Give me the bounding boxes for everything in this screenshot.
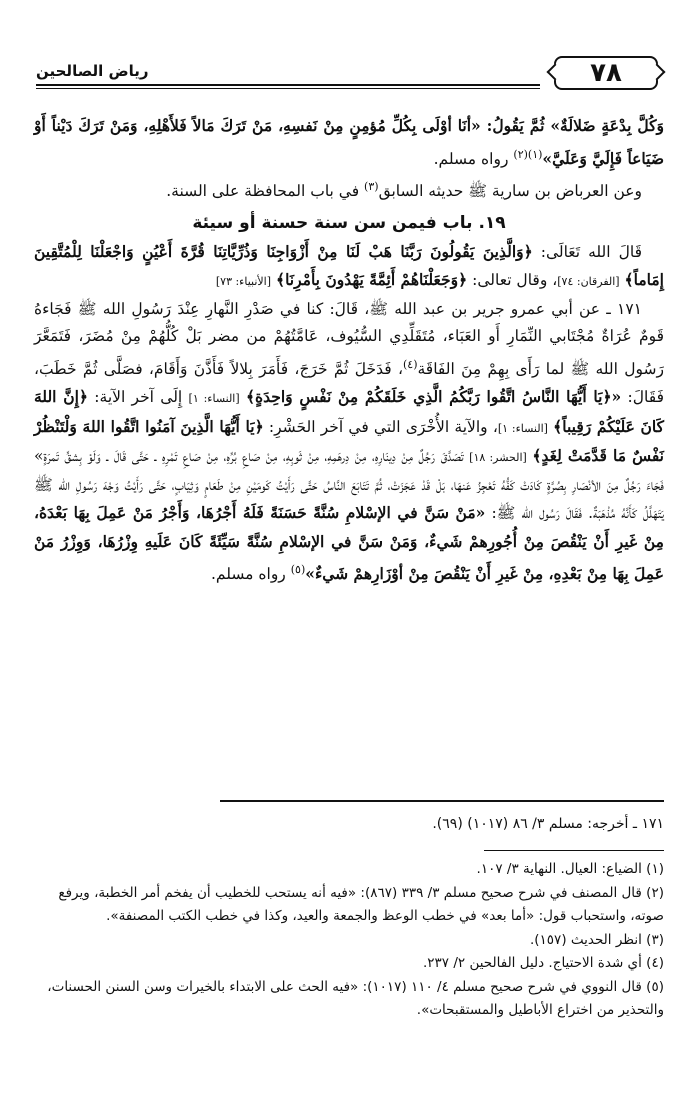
page-number-frame	[554, 56, 658, 90]
hadith-171-narrative: ، فَدَخَلَ ثُمَّ خَرَجَ، فَأَمَرَ بِلالاً فَأَذَّنَ وَأَقَامَ، فصَلَّى ثُمَّ خَطَبَ، فَقَالَ:	[34, 359, 664, 407]
footnote-4	[34, 952, 664, 976]
hadith-171-connector-2: ، والآية الأُخْرَى التي في آخر الحَشْرِ:	[268, 417, 498, 436]
paragraph-3	[34, 238, 664, 296]
verse-ref-2: [الأنبياء: ٧٣]	[215, 275, 272, 289]
main-text	[34, 112, 664, 589]
takhrij-note: ١٧١ ـ أخرجه: مسلم ٣/ ٨٦ (١٠١٧) (٦٩).	[432, 816, 664, 832]
quran-verse-2: ﴿وَجَعَلْنَاهُمْ أَئِمَّةً يَهْدُونَ بِأَمْرِنَا﴾	[275, 270, 468, 290]
narration-source-2: رواه مسلم.	[210, 565, 286, 584]
footnote-ref-2: (٢)	[513, 147, 528, 161]
header-rule	[36, 84, 540, 86]
footnote-ref-5: (٥)	[290, 563, 306, 577]
footnote-ref-3: (٣)	[364, 180, 379, 194]
footnote-text: انظر الحديث (١٥٧).	[529, 931, 642, 948]
hadith-171-opening: ١٧١ ـ عن أبي عمرو جرير بن عبد الله ﷺ، قَالَ: كنا في صَدْرِ النَّهارِ عِنْدَ رَسُولِ الله ﷺ فَجَاءهُ قَومٌ عُرَاةٌ مُجْتَابي النِّمَارِ أَو العَبَاء، مُتَقَلِّدِي السُّيُوف، عَامَّتُهُمْ من مضر بَلْ كُلُّهُمْ مِنْ مُضَرَ، فَتَمَعَّرَ رَسُول الله ﷺ لما رَأَى بِهِمْ مِنَ الفَاقَة	[34, 299, 664, 378]
footnote-number: (٤)	[646, 955, 664, 971]
hadith-text: وَكُلَّ بِدْعَةٍ ضَلالَةٌ» ثُمَّ يَقُولُ: «أنَا أوْلَى بِكُلِّ مُؤمِنٍ مِنْ نَفسِهِ، مَنْ تَرَكَ مَالاً فَلأَهْلِهِ، وَمَنْ تَرَكَ دَيْناً أَوْ ضَيَاعاً فَإِلَيَّ وَعَلَيَّ»	[34, 116, 664, 168]
paragraph-2-text: وعن العرباض بن سارية ﷺ حديثه السابق	[378, 182, 642, 201]
footnote-ref-4: (٤)	[402, 357, 418, 371]
paragraph-2-tail: في باب المحافظة على السنة.	[166, 182, 360, 201]
hadith-171-saying: «مَنْ سَنَّ في الإسْلامِ سُنَّةً حَسَنَةً فَلَهُ أَجْرُهَا، وَأَجْرُ مَنْ عَمِلَ بِهَا بَعْدَهُ، مِنْ غَيرِ أَنْ يَنْقُصَ مِنْ أُجُورِهمْ شَيءٌ، وَمَنْ سَنَّ في الإسْلامِ سُنَّةً سَيِّئَةً كَانَ عَلَيهِ وِزْرُهَا، وَوِزْرُ مَنْ عَمِلَ بِهَا مِنْ بَعْدِهِ، مِنْ غَيرِ أَنْ يَنْقُصَ مِنْ أوْزَارِهمْ شَيءٌ»	[34, 503, 664, 584]
footnote-5	[34, 976, 664, 1023]
quran-verse-1: ﴿وَالَّذِينَ يَقُولُونَ رَبَّنَا هَبْ لَنَا مِنْ أَزْوَاجِنَا وَذُرِّيَّاتِنَا قُرَّةَ أَعْيُنٍ وَاجْعَلْنَا لِلْمُتَّقِينَ إِمَاماً﴾	[34, 241, 664, 290]
paragraph-2	[34, 173, 664, 206]
footnote-text: الضياع: العيال. النهاية ٣/ ١٠٧.	[476, 861, 642, 877]
hadith-171-story: تَصَدَّقَ رَجُلٌ مِنْ دِينَارِهِ، مِنْ دِرهَمِهِ، مِنْ ثَوبِهِ، مِنْ صَاعِ بُرِّهِ، مِنْ صَاعِ تَمْرِهِ ـ حَتَّى قَالَ ـ وَلَوْ بِشقِّ تَمرَةٍ» فَجَاءَ رَجُلٌ مِنَ الأنْصَارِ بِصُرَّةٍ كَادَتْ كَفُّهُ تَعْجِزُ عَنهَا، بَلْ قَدْ عَجَزَتْ، ثُمَّ تَتَابَعَ النَّاسُ حَتَّى رَأَيْتُ كَومَيْنِ مِنْ طَعَامٍ وَثِيَابٍ، حَتَّى رَأَيْتُ وَجْهَ رَسُولِ الله ﷺ يَتَهَلَّلُ كَأَنَّهُ مُذْهَبَةٌ. فَقَالَ رَسُول الله ﷺ:	[34, 447, 664, 523]
footnote-number: (٣)	[646, 931, 664, 948]
page-header	[36, 52, 658, 98]
footnote-divider	[220, 800, 664, 802]
header-rule-thin	[36, 88, 540, 89]
footnote-1	[34, 858, 664, 882]
chapter-heading: ١٩. باب فيمن سن سنة حسنة أو سيئة	[192, 212, 506, 233]
quran-verse-3: «﴿يَا أَيُّهَا النَّاسُ اتَّقُوا رَبَّكُمُ الَّذِي خَلَقَكُمْ مِنْ نَفْسٍ وَاحِدَةٍ﴾	[245, 387, 622, 407]
footnote-3	[34, 929, 664, 953]
footnote-ref-1: (١)	[527, 147, 543, 161]
footnote-text: قال النووي في شرح صحيح مسلم ٤/ ١١٠ (١٠١٧): «فيه الحث على الابتداء بالخيرات وسن السنن الحسنات، والتحذير من اختراع الأباطيل والمستقبحات».	[47, 978, 664, 1018]
verse-ref-5: [الحشر: ١٨]	[469, 451, 527, 465]
quran-verse-4: ﴿إِنَّ اللهَ كَانَ عَلَيْكُمْ رَقِيباً﴾	[34, 387, 665, 436]
footnote-number: (٥)	[646, 978, 664, 995]
footnote-text: قال المصنف في شرح صحيح مسلم ٣/ ٣٣٩ (٨٦٧): «فيه أنه يستحب للخطيب أن يفخم أمر الخطبة، ويرفع صوته، واستحباب قول: «أما بعد» في خطب الوعظ والجمعة والعيد، وكذا في خطب الكتب المصنفة».	[58, 884, 664, 924]
book-title: رياض الصالحين	[36, 62, 149, 80]
paragraph-4	[34, 296, 664, 589]
verse-ref-4: [النساء: ١]	[497, 421, 548, 435]
footnote-number: (٢)	[646, 884, 664, 901]
quran-verse-5: ﴿يَا أَيُّهَا الَّذِينَ آمَنُوا اتَّقُوا اللهَ وَلْتَنْظُرْ نَفْسٌ مَا قَدَّمَتْ لِغَدٍ﴾	[34, 416, 664, 466]
page-number: ٧٨	[590, 58, 622, 88]
quote-intro-2: ، وقال تعالى:	[472, 271, 558, 290]
footnote-number: (١)	[646, 861, 664, 877]
verse-ref-1: [الفرقان: ٧٤]	[557, 275, 620, 289]
narration-source: رواه مسلم.	[433, 149, 509, 168]
footnote-text: أي شدة الاحتياج. دليل الفالحين ٢/ ٢٣٧.	[422, 955, 642, 971]
footnote-2	[34, 882, 664, 929]
paragraph-1	[34, 112, 664, 173]
footnote-divider-short	[484, 850, 664, 851]
hadith-171-connector: إِلَى آخر الآية:	[94, 388, 183, 407]
footnotes	[34, 858, 664, 1023]
verse-ref-3: [النساء: ١]	[188, 392, 240, 406]
quote-intro: قَالَ الله تَعَالَى:	[540, 242, 642, 261]
